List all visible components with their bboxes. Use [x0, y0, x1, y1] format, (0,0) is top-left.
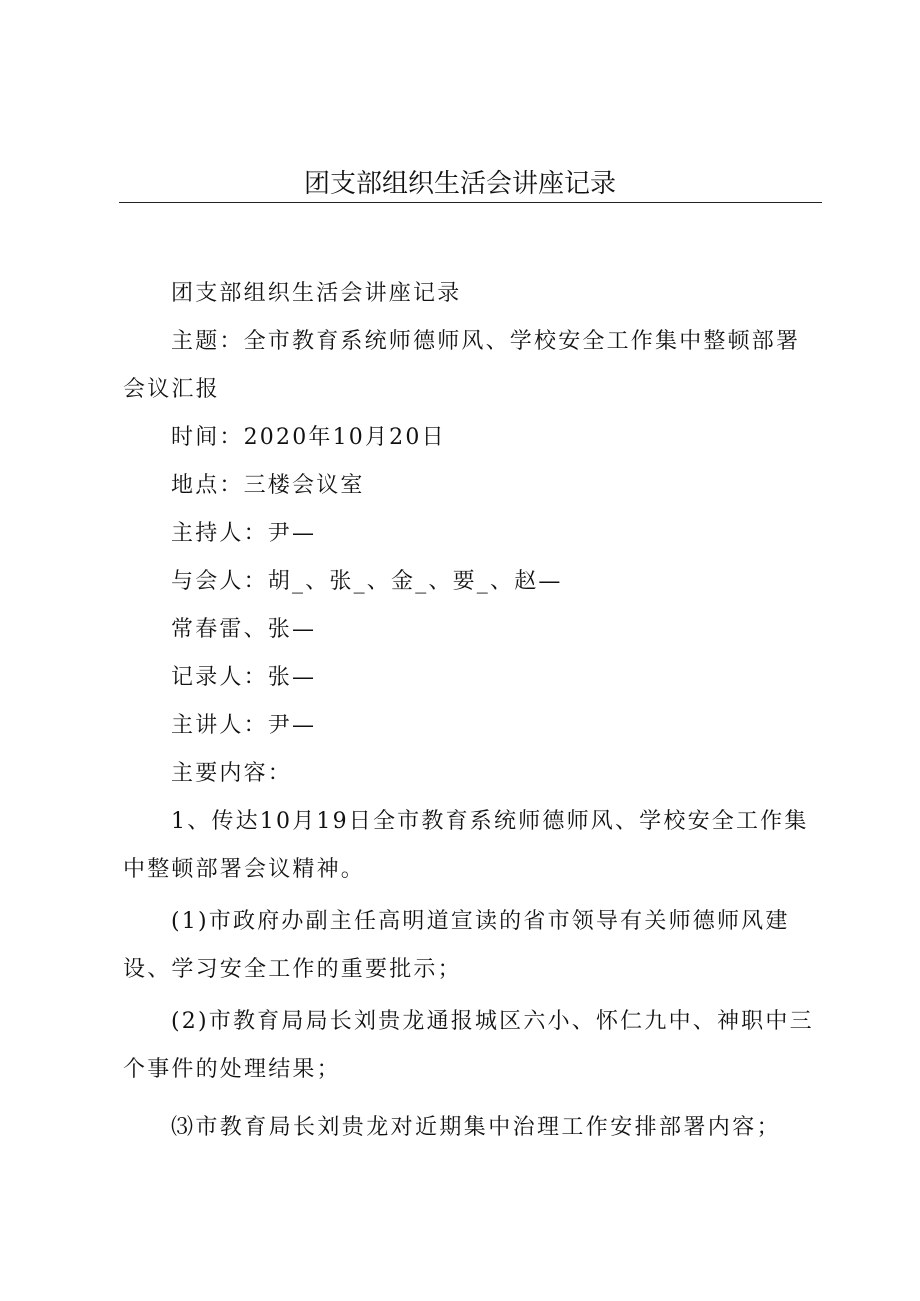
speaker-line: 主讲人：尹—: [171, 713, 317, 738]
recorder-line: 记录人：张—: [171, 665, 317, 690]
record-title: 团支部组织生活会讲座记录: [171, 281, 462, 306]
header-divider: [119, 202, 822, 203]
attendees-continued-line: 常春雷、张—: [171, 617, 317, 642]
content-subitem-1: (1)市政府办副主任高明道宣读的省市领导有关师德师风建设、学习安全工作的重要批示；: [123, 909, 790, 982]
time-line: 时间：2020年10月20日: [171, 425, 446, 450]
topic-line: 主题：全市教育系统师德师风、学校安全工作集中整顿部署会议汇报: [123, 329, 801, 402]
content-subitem-3: ⑶市教育局长刘贵龙对近期集中治理工作安排部署内容；: [171, 1115, 782, 1140]
main-content-heading: 主要内容：: [171, 761, 293, 786]
attendees-line: 与会人：胡_、张_、金_、要_、赵—: [171, 569, 563, 594]
content-subitem-2: (2)市教育局局长刘贵龙通报城区六小、怀仁九中、神职中三个事件的处理结果；: [123, 1009, 814, 1082]
location-line: 地点：三楼会议室: [171, 473, 365, 498]
content-item-1: 1、传达10月19日全市教育系统师德师风、学校安全工作集中整顿部署会议精神。: [123, 809, 809, 882]
host-line: 主持人：尹—: [171, 521, 317, 546]
document-body: [123, 270, 823, 1152]
document-header-title: 团支部组织生活会讲座记录: [303, 169, 616, 199]
